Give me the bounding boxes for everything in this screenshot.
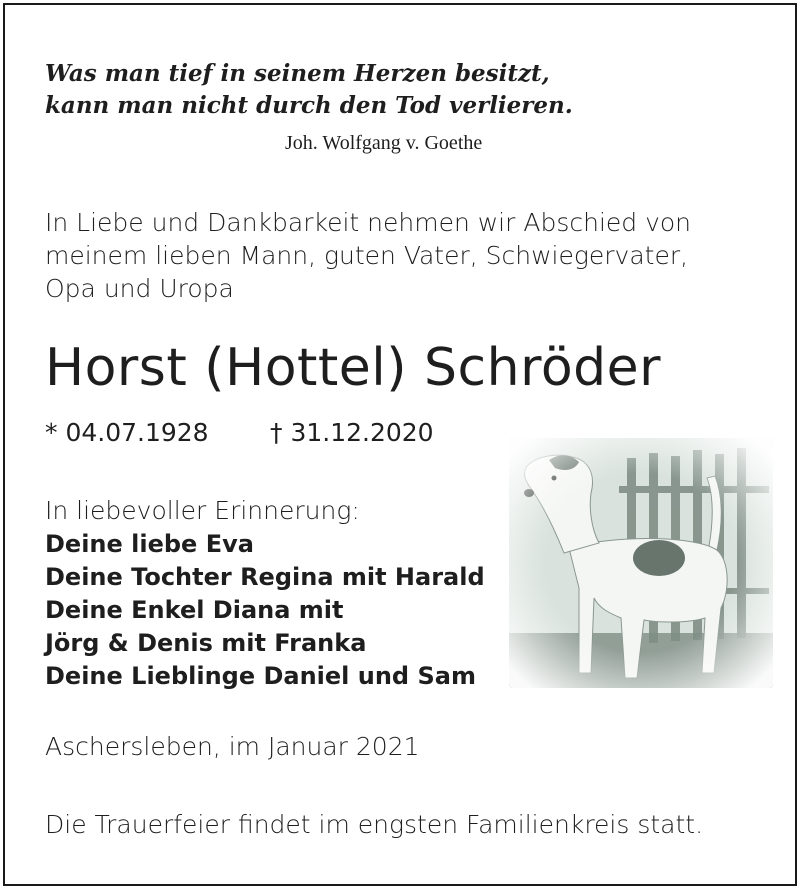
birth-date: * 04.07.1928 [45,418,209,447]
quote-line-2: kann man nicht durch den Tod verlieren. [45,92,573,119]
death-date: † 31.12.2020 [270,418,434,447]
quote-line-1: Was man tief in seinem Herzen besitzt, [45,60,550,87]
signer-4: Jörg & Denis mit Franka [45,629,367,657]
signer-2: Deine Tochter Regina mit Harald [45,563,485,591]
signer-1: Deine liebe Eva [45,530,254,558]
intro-line-2: meinem lieben Mann, guten Vater, Schwiegervater, [45,241,689,270]
quote-author: Joh. Wolfgang v. Goethe [285,132,483,154]
intro-line-3: Opa und Uropa [45,274,234,303]
deceased-name: Horst (Hottel) Schröder [45,338,662,398]
signer-5: Deine Lieblinge Daniel und Sam [45,662,476,690]
signer-3: Deine Enkel Diana mit [45,596,344,624]
funeral-note: Die Trauerfeier findet im engsten Familienkreis statt. [45,810,704,839]
memory-heading: In liebevoller Erinnerung: [45,496,360,525]
place-date: Aschersleben, im Januar 2021 [45,732,420,761]
intro-line-1: In Liebe und Dankbarkeit nehmen wir Abschied von [45,208,692,237]
dog-photo [509,438,773,688]
